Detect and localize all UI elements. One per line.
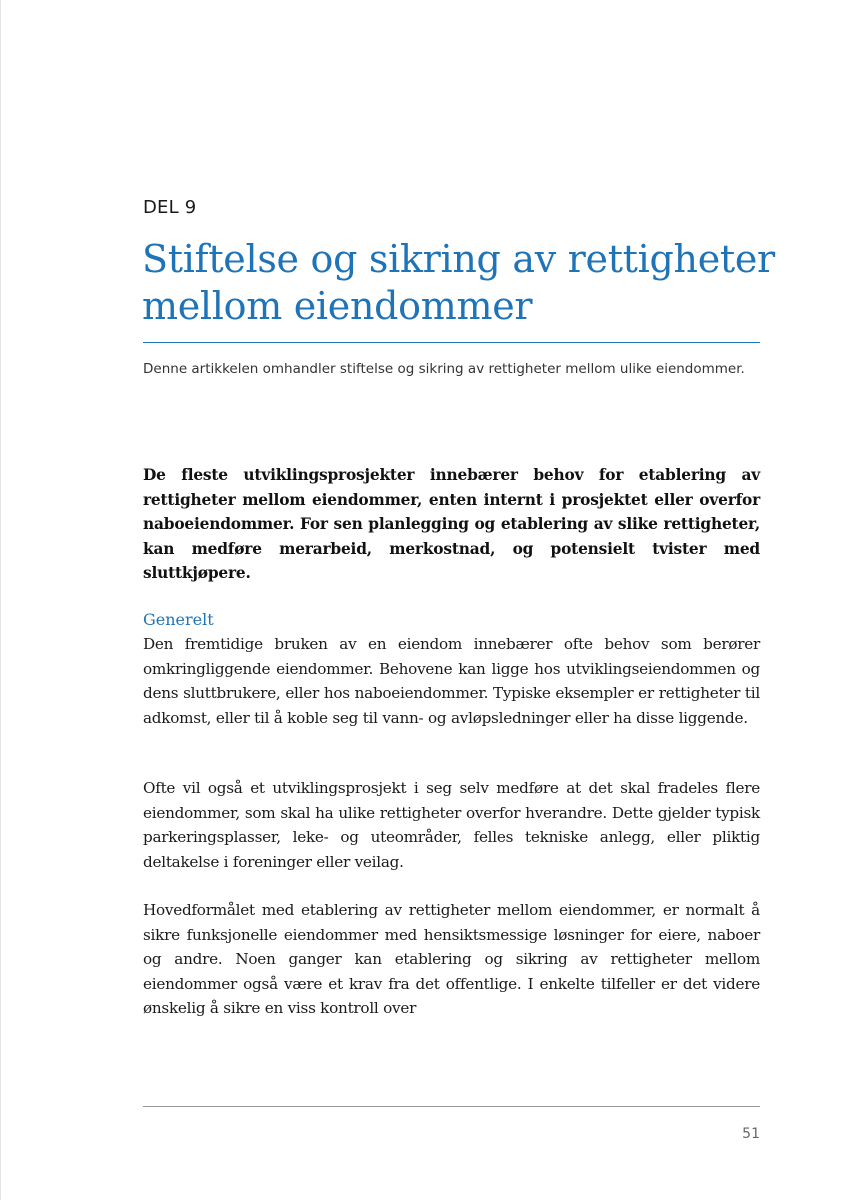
page-title: Stiftelse og sikring av rettigheter mellom eiendommer [142,237,775,328]
footer-divider [143,1106,760,1107]
lead-paragraph: Denne artikkelen omhandler stiftelse og sikring av rettigheter mellom ulike eiendommer. [143,361,745,377]
page-edge [0,0,1,1200]
intro-paragraph: De fleste utviklingsprosjekter innebærer behov for etablering av rettigheter mellom eiendommer, enten internt i prosjektet eller overfor naboeiendommer. For sen planlegging og etablering av slike rettigheter, kan medføre merarbeid, merkostnad, og potensielt tvister med sluttkjøpere. [143,466,760,583]
title-divider [143,342,760,343]
body-paragraph: Den fremtidige bruken av en eiendom innebærer ofte behov som berører omkringliggende eiendommer. Behovene kan ligge hos utviklingseiendommen og dens sluttbrukere, eller hos naboeiendommer. Typiske eksempler er rettigheter til adkomst, eller til å koble seg til vann- og avløpsledninger eller ha disse liggende. [143,635,760,727]
body-paragraph: Hovedformålet med etablering av rettigheter mellom eiendommer, er normalt å sikre funksjonelle eiendommer med hensiktsmessige løsninger for eiere, naboer og andre. Noen ganger kan etablering og sikring av rettigheter mellom eiendommer også være et krav fra det offentlige. I enkelte tilfeller er det videre ønskelig å sikre en viss kontroll over [143,901,760,1018]
body-paragraph: Ofte vil også et utviklingsprosjekt i seg selv medføre at det skal fradeles flere eiendommer, som skal ha ulike rettigheter overfor hverandre. Dette gjelder typisk parkeringsplasser, leke- og uteområder, felles tekniske anlegg, eller pliktig deltakelse i foreninger eller veilag. [143,779,760,871]
section-heading: Generelt [143,610,214,629]
page-number: 51 [742,1126,760,1142]
part-label: DEL 9 [143,197,197,218]
